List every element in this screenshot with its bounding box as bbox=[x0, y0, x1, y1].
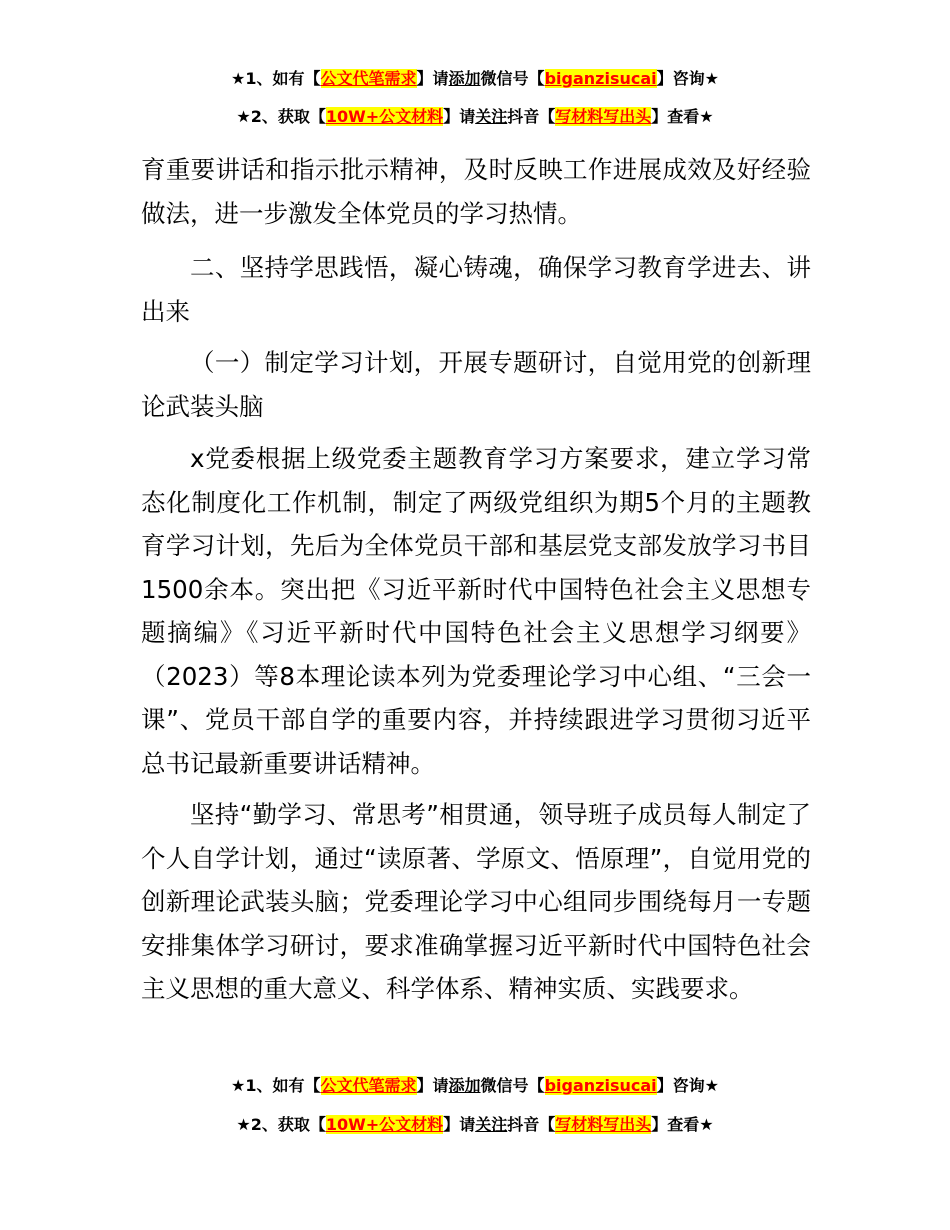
ghostwriting-service-highlight: 公文代笔需求 bbox=[320, 1076, 417, 1095]
notice-text: 微信号【 bbox=[480, 69, 545, 88]
materials-highlight: 10W+公文材料 bbox=[325, 107, 444, 126]
notice-text: 】请 bbox=[416, 1076, 449, 1095]
add-emphasis: 添加 bbox=[448, 1076, 481, 1095]
footer-notice-line-2 bbox=[0, 1114, 950, 1136]
notice-suffix: 】咨询★ bbox=[656, 69, 719, 88]
header-notice-line-1 bbox=[0, 68, 950, 90]
paragraph-study-plan: x党委根据上级党委主题教育学习方案要求，建立学习常态化制度化工作机制，制定了两级党组织为期5个月的主题教育学习计划，先后为全体党员干部和基层党支部发放学习书目1500余本。突出把《习近平新时代中国特色社会主义思想专题摘编》《习近平新时代中国特色社会主义思想学习纲要》（2023）等8本理论读本列为党委理论学习中心组、“三会一课”、党员干部自学的重要内容，并持续跟进学习贯彻习近平总书记最新重要讲话精神。 bbox=[141, 444, 811, 778]
notice-suffix: 】查看★ bbox=[651, 107, 714, 126]
wechat-id-highlight: biganzisucai bbox=[544, 1076, 657, 1095]
notice-suffix: 】查看★ bbox=[651, 1115, 714, 1134]
notice-text: 】请 bbox=[416, 69, 449, 88]
footer-notice-line-1 bbox=[0, 1075, 950, 1097]
douyin-account-highlight: 写材料写出头 bbox=[555, 1115, 652, 1134]
section-heading-2: 二、坚持学思践悟，凝心铸魂，确保学习教育学进去、讲出来 bbox=[141, 253, 811, 326]
notice-prefix: ★1、如有【 bbox=[231, 69, 321, 88]
notice-text: 抖音【 bbox=[507, 107, 556, 126]
notice-text: 】请 bbox=[443, 1115, 476, 1134]
douyin-account-highlight: 写材料写出头 bbox=[555, 107, 652, 126]
notice-suffix: 】咨询★ bbox=[656, 1076, 719, 1095]
wechat-id-highlight: biganzisucai bbox=[544, 69, 657, 88]
notice-prefix: ★2、获取【 bbox=[236, 107, 326, 126]
header-notice-line-2 bbox=[0, 106, 950, 128]
notice-prefix: ★2、获取【 bbox=[236, 1115, 326, 1134]
ghostwriting-service-highlight: 公文代笔需求 bbox=[320, 69, 417, 88]
subsection-heading-1: （一）制定学习计划，开展专题研讨，自觉用党的创新理论武装头脑 bbox=[141, 348, 811, 421]
notice-text: 】请 bbox=[443, 107, 476, 126]
notice-text: 抖音【 bbox=[507, 1115, 556, 1134]
materials-highlight: 10W+公文材料 bbox=[325, 1115, 444, 1134]
notice-text: 微信号【 bbox=[480, 1076, 545, 1095]
paragraph-collective-study: 坚持“勤学习、常思考”相贯通，领导班子成员每人制定了个人自学计划，通过“读原著、学原文、悟原理”，自觉用党的创新理论武装头脑；党委理论学习中心组同步围绕每月一专题安排集体学习研讨，要求准确掌握习近平新时代中国特色社会主义思想的重大意义、科学体系、精神实质、实践要求。 bbox=[141, 800, 811, 1003]
add-emphasis: 添加 bbox=[448, 69, 481, 88]
notice-prefix: ★1、如有【 bbox=[231, 1076, 321, 1095]
follow-emphasis: 关注 bbox=[475, 1115, 508, 1134]
follow-emphasis: 关注 bbox=[475, 107, 508, 126]
paragraph-continuation: 育重要讲话和指示批示精神，及时反映工作进展成效及好经验做法，进一步激发全体党员的学习热情。 bbox=[141, 155, 811, 228]
